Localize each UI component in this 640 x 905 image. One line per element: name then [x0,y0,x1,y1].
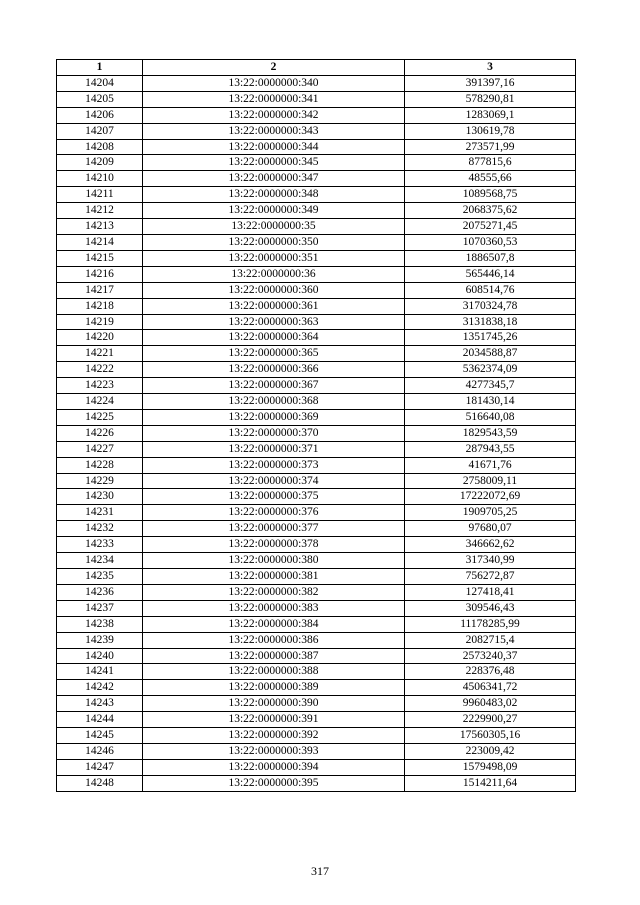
table-row [57,537,576,553]
table-cell-col3: 1886507,8 [405,250,576,266]
table-row [57,282,576,298]
table-cell-col1: 14218 [57,298,143,314]
table-cell-col3: 181430,14 [405,394,576,410]
table-cell-col3: 4277345,7 [405,378,576,394]
table-row [57,505,576,521]
table-cell-col3: 391397,16 [405,75,576,91]
column-header-1: 1 [57,60,143,76]
table-cell-col3: 1829543,59 [405,425,576,441]
table-cell-col2: 13:22:0000000:393 [143,743,405,759]
table-cell-col2: 13:22:0000000:350 [143,234,405,250]
table-cell-col3: 17222072,69 [405,489,576,505]
table-cell-col3: 2034588,87 [405,346,576,362]
table-cell-col3: 1909705,25 [405,505,576,521]
table-row [57,584,576,600]
table-cell-col3: 608514,76 [405,282,576,298]
table-row [57,394,576,410]
table-cell-col3: 273571,99 [405,139,576,155]
table-cell-col3: 130619,78 [405,123,576,139]
table-row [57,250,576,266]
table-row [57,330,576,346]
table-cell-col3: 3131838,18 [405,314,576,330]
table-cell-col2: 13:22:0000000:35 [143,219,405,235]
table-cell-col1: 14209 [57,155,143,171]
table-cell-col3: 1579498,09 [405,759,576,775]
table-cell-col2: 13:22:0000000:369 [143,409,405,425]
table-cell-col1: 14212 [57,203,143,219]
table-cell-col1: 14244 [57,712,143,728]
table-cell-col1: 14206 [57,107,143,123]
table-row [57,234,576,250]
table-cell-col1: 14237 [57,600,143,616]
table-cell-col3: 97680,07 [405,521,576,537]
table-row [57,362,576,378]
table-cell-col2: 13:22:0000000:388 [143,664,405,680]
table-cell-col1: 14248 [57,775,143,791]
table-cell-col3: 2758009,11 [405,473,576,489]
table-cell-col2: 13:22:0000000:384 [143,616,405,632]
table-cell-col1: 14208 [57,139,143,155]
table-cell-col3: 223009,42 [405,743,576,759]
table-cell-col2: 13:22:0000000:341 [143,91,405,107]
table-cell-col3: 11178285,99 [405,616,576,632]
table-row [57,743,576,759]
table-cell-col2: 13:22:0000000:348 [143,187,405,203]
table-cell-col2: 13:22:0000000:370 [143,425,405,441]
table-cell-col2: 13:22:0000000:371 [143,441,405,457]
table-cell-col2: 13:22:0000000:361 [143,298,405,314]
table-row [57,664,576,680]
table-row [57,712,576,728]
table-cell-col2: 13:22:0000000:380 [143,553,405,569]
table-cell-col3: 2075271,45 [405,219,576,235]
table-cell-col2: 13:22:0000000:392 [143,728,405,744]
table-row [57,648,576,664]
table-cell-col3: 48555,66 [405,171,576,187]
table-cell-col2: 13:22:0000000:364 [143,330,405,346]
table-cell-col1: 14239 [57,632,143,648]
table-cell-col1: 14219 [57,314,143,330]
table-cell-col1: 14246 [57,743,143,759]
table-row [57,680,576,696]
table-row [57,107,576,123]
table-cell-col1: 14224 [57,394,143,410]
table-cell-col3: 287943,55 [405,441,576,457]
table-cell-col2: 13:22:0000000:377 [143,521,405,537]
column-header-3: 3 [405,60,576,76]
table-cell-col3: 1514211,64 [405,775,576,791]
table-cell-col3: 17560305,16 [405,728,576,744]
table-cell-col3: 1283069,1 [405,107,576,123]
table-cell-col1: 14229 [57,473,143,489]
table-cell-col1: 14211 [57,187,143,203]
table-cell-col1: 14234 [57,553,143,569]
table-cell-col3: 516640,08 [405,409,576,425]
table-cell-col1: 14230 [57,489,143,505]
table-cell-col2: 13:22:0000000:365 [143,346,405,362]
table-cell-col1: 14236 [57,584,143,600]
table-cell-col3: 1070360,53 [405,234,576,250]
table-cell-col1: 14238 [57,616,143,632]
table-cell-col2: 13:22:0000000:373 [143,457,405,473]
table-cell-col1: 14207 [57,123,143,139]
table-cell-col1: 14223 [57,378,143,394]
table-row [57,91,576,107]
table-cell-col3: 3170324,78 [405,298,576,314]
table-row [57,473,576,489]
table-cell-col1: 14243 [57,696,143,712]
table-row [57,553,576,569]
table-cell-col2: 13:22:0000000:390 [143,696,405,712]
table-row [57,489,576,505]
table-row [57,203,576,219]
data-table [56,59,576,792]
table-cell-col2: 13:22:0000000:375 [143,489,405,505]
table-row [57,521,576,537]
table-cell-col2: 13:22:0000000:36 [143,266,405,282]
table-cell-col1: 14233 [57,537,143,553]
table-row [57,123,576,139]
table-row [57,219,576,235]
table-cell-col1: 14235 [57,569,143,585]
table-cell-col1: 14232 [57,521,143,537]
table-row [57,425,576,441]
table-row [57,139,576,155]
table-cell-col2: 13:22:0000000:366 [143,362,405,378]
table-cell-col1: 14220 [57,330,143,346]
table-cell-col3: 877815,6 [405,155,576,171]
table-row [57,616,576,632]
table-cell-col1: 14226 [57,425,143,441]
table-cell-col1: 14225 [57,409,143,425]
table-cell-col2: 13:22:0000000:344 [143,139,405,155]
table-cell-col1: 14214 [57,234,143,250]
table-cell-col2: 13:22:0000000:382 [143,584,405,600]
table-row [57,569,576,585]
table-row [57,187,576,203]
table-row [57,171,576,187]
table-cell-col2: 13:22:0000000:351 [143,250,405,266]
table-cell-col2: 13:22:0000000:363 [143,314,405,330]
table-cell-col3: 4506341,72 [405,680,576,696]
table-cell-col2: 13:22:0000000:349 [143,203,405,219]
table-cell-col1: 14247 [57,759,143,775]
table-cell-col1: 14231 [57,505,143,521]
table-cell-col1: 14241 [57,664,143,680]
table-cell-col1: 14240 [57,648,143,664]
table-cell-col1: 14204 [57,75,143,91]
table-row [57,314,576,330]
table-cell-col3: 756272,87 [405,569,576,585]
table-cell-col2: 13:22:0000000:394 [143,759,405,775]
table-cell-col3: 1351745,26 [405,330,576,346]
table-row [57,728,576,744]
table-cell-col2: 13:22:0000000:386 [143,632,405,648]
table-cell-col3: 565446,14 [405,266,576,282]
table-cell-col2: 13:22:0000000:374 [143,473,405,489]
table-cell-col2: 13:22:0000000:391 [143,712,405,728]
table-cell-col2: 13:22:0000000:387 [143,648,405,664]
table-cell-col3: 578290,81 [405,91,576,107]
table-cell-col2: 13:22:0000000:389 [143,680,405,696]
table-cell-col1: 14210 [57,171,143,187]
table-cell-col2: 13:22:0000000:395 [143,775,405,791]
table-cell-col3: 346662,62 [405,537,576,553]
table-cell-col2: 13:22:0000000:368 [143,394,405,410]
table-cell-col1: 14221 [57,346,143,362]
page-number: 317 [311,864,329,878]
table-header-row [57,60,576,76]
table-row [57,409,576,425]
table-cell-col2: 13:22:0000000:381 [143,569,405,585]
table-cell-col2: 13:22:0000000:383 [143,600,405,616]
table-cell-col3: 2229900,27 [405,712,576,728]
table-cell-col2: 13:22:0000000:360 [143,282,405,298]
table-cell-col2: 13:22:0000000:345 [143,155,405,171]
table-cell-col1: 14228 [57,457,143,473]
column-header-2: 2 [143,60,405,76]
table-cell-col1: 14215 [57,250,143,266]
table-cell-col3: 9960483,02 [405,696,576,712]
table-cell-col2: 13:22:0000000:343 [143,123,405,139]
table-cell-col2: 13:22:0000000:367 [143,378,405,394]
table-cell-col3: 317340,99 [405,553,576,569]
table-cell-col1: 14217 [57,282,143,298]
table-cell-col2: 13:22:0000000:376 [143,505,405,521]
table-cell-col2: 13:22:0000000:340 [143,75,405,91]
table-cell-col3: 2068375,62 [405,203,576,219]
table-body [57,75,576,791]
table-cell-col2: 13:22:0000000:378 [143,537,405,553]
table-cell-col3: 309546,43 [405,600,576,616]
table-cell-col1: 14205 [57,91,143,107]
table-cell-col2: 13:22:0000000:342 [143,107,405,123]
table-cell-col1: 14227 [57,441,143,457]
table-row [57,155,576,171]
table-cell-col1: 14245 [57,728,143,744]
table-row [57,75,576,91]
table-cell-col3: 1089568,75 [405,187,576,203]
table-cell-col2: 13:22:0000000:347 [143,171,405,187]
table-row [57,632,576,648]
table-cell-col3: 127418,41 [405,584,576,600]
table-cell-col3: 2082715,4 [405,632,576,648]
table-row [57,266,576,282]
table-row [57,775,576,791]
table-cell-col3: 41671,76 [405,457,576,473]
table-cell-col1: 14242 [57,680,143,696]
table-row [57,298,576,314]
table-row [57,346,576,362]
table-row [57,441,576,457]
table-row [57,378,576,394]
table-cell-col1: 14213 [57,219,143,235]
table-cell-col3: 5362374,09 [405,362,576,378]
table-row [57,457,576,473]
table-row [57,696,576,712]
table-cell-col3: 2573240,37 [405,648,576,664]
table-cell-col1: 14222 [57,362,143,378]
table-row [57,600,576,616]
table-cell-col3: 228376,48 [405,664,576,680]
table-row [57,759,576,775]
table-cell-col1: 14216 [57,266,143,282]
